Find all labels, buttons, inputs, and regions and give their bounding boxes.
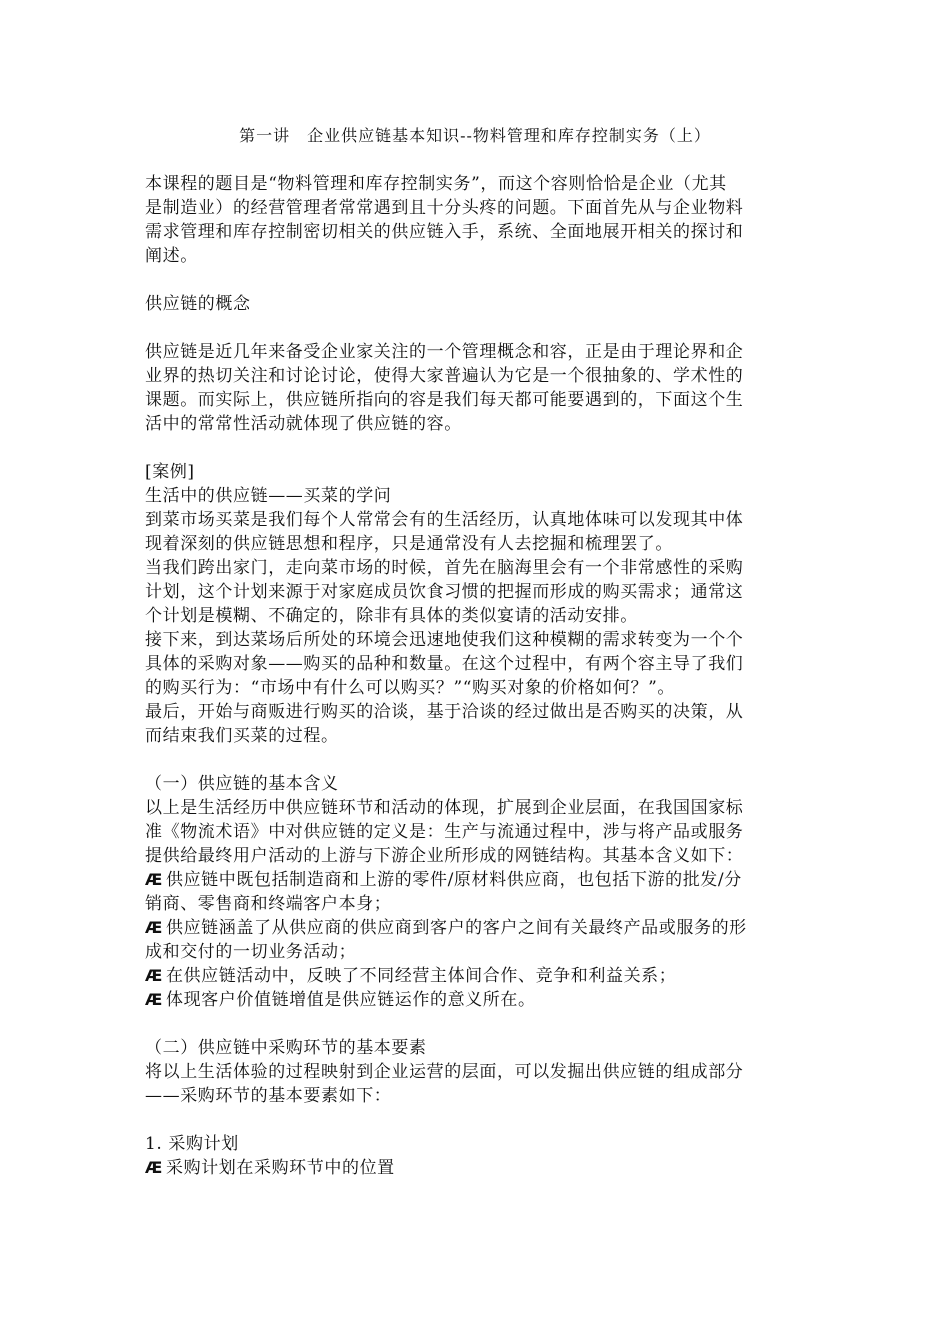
bullet-text: 供应链涵盖了从供应商的供应商到客户的客户之间有关最终产品或服务的形	[165, 918, 747, 938]
bullet-text: 供应链中既包括制造商和上游的零件/原材料供应商，也包括下游的批发/分	[165, 870, 742, 890]
paragraph-gap	[145, 1012, 807, 1036]
case-title: 生活中的供应链——买菜的学问	[145, 486, 392, 506]
text-line: 现着深刻的供应链思想和程序，只是通常没有人去挖掘和梳理罢了。	[145, 534, 673, 554]
text-line: 是制造业）的经营管理者常常遇到且十分头疼的问题。下面首先从与企业物料	[145, 198, 744, 218]
text-line: 到菜市场买菜是我们每个人常常会有的生活经历，认真地体味可以发现其中体	[145, 510, 744, 530]
bullet-line	[145, 964, 807, 988]
bullet-line	[145, 868, 807, 892]
text-line: 业界的热切关注和讨论讨论，使得大家普遍认为它是一个很抽象的、学术性的	[145, 366, 744, 386]
text-line: 接下来，到达菜场后所处的环境会迅速地使我们这种模糊的需求转变为一个个	[145, 630, 744, 650]
paragraph-gap	[145, 1108, 807, 1132]
text-line: 准《物流术语》中对供应链的定义是：生产与流通过程中，涉与将产品或服务	[145, 822, 744, 842]
paragraph-gap	[145, 436, 807, 460]
text-line: 本课程的题目是“物料管理和库存控制实务”，而这个容则恰恰是企业（尤其	[145, 174, 727, 194]
case-paragraph	[145, 508, 807, 748]
bullet-line	[145, 916, 807, 940]
document-body	[145, 172, 807, 1180]
text-line: 供应链是近几年来备受企业家关注的一个管理概念和容，正是由于理论界和企	[145, 342, 744, 362]
text-line: 需求管理和库存控制密切相关的供应链入手，系统、全面地展开相关的探讨和	[145, 222, 744, 242]
text-line: 当我们跨出家门，走向菜市场的时候，首先在脑海里会有一个非常感性的采购	[145, 558, 744, 578]
bullet-text: 体现客户价值链增值是供应链运作的意义所在。	[165, 990, 536, 1010]
text-line: 个计划是模糊、不确定的，除非有具体的类似宴请的活动安排。	[145, 606, 638, 626]
bullet-line	[145, 988, 807, 1012]
text-line: 阐述。	[145, 246, 198, 266]
text-line: 以上是生活经历中供应链环节和活动的体现，扩展到企业层面，在我国国家标	[145, 798, 744, 818]
bullet-glyph: Æ	[145, 918, 163, 937]
document-title: 第一讲 企业供应链基本知识--物料管理和库存控制实务（上）	[239, 126, 711, 145]
section-1-bullet-list	[145, 868, 807, 1012]
bullet-text: 采购计划在采购环节中的位置	[165, 1158, 395, 1178]
concept-paragraph	[145, 340, 807, 436]
section-2-paragraph	[145, 1060, 807, 1108]
heading-section-1: （一）供应链的基本含义	[145, 774, 339, 794]
heading-section-2: （二）供应链中采购环节的基本要素	[145, 1038, 427, 1058]
text-line: 课题。而实际上，供应链所指向的容是我们每天都可能要遇到的，下面这个生	[145, 390, 744, 410]
case-label: [案例]	[145, 462, 195, 482]
text-line: 将以上生活体验的过程映射到企业运营的层面，可以发掘出供应链的组成部分	[145, 1062, 744, 1082]
heading-item-1: 1. 采购计划	[145, 1134, 239, 1154]
paragraph-gap	[145, 268, 807, 292]
heading-concept: 供应链的概念	[145, 294, 251, 314]
text-line: 最后，开始与商贩进行购买的洽谈，基于洽谈的经过做出是否购买的决策，从	[145, 702, 744, 722]
text-line: 计划，这个计划来源于对家庭成员饮食习惯的把握而形成的购买需求；通常这	[145, 582, 744, 602]
paragraph-gap	[145, 748, 807, 772]
bullet-glyph: Æ	[145, 990, 163, 1009]
bullet-line	[145, 1156, 807, 1180]
bullet-continuation: 成和交付的一切业务活动；	[145, 942, 357, 962]
bullet-glyph: Æ	[145, 870, 163, 889]
text-line: ——采购环节的基本要素如下：	[145, 1086, 392, 1106]
text-line: 提供给最终用户活动的上游与下游企业所形成的网链结构。其基本含义如下：	[145, 846, 744, 866]
bullet-continuation: 销商、零售商和终端客户本身；	[145, 894, 392, 914]
text-line: 而结束我们买菜的过程。	[145, 726, 339, 746]
section-1-paragraph	[145, 796, 807, 868]
text-line: 活中的常常性活动就体现了供应链的容。	[145, 414, 462, 434]
intro-paragraph	[145, 172, 807, 268]
text-line: 的购买行为：“市场中有什么可以购买？”“购买对象的价格如何？”。	[145, 678, 675, 698]
paragraph-gap	[145, 316, 807, 340]
bullet-text: 在供应链活动中，反映了不同经营主体间合作、竞争和利益关系；	[165, 966, 677, 986]
text-line: 具体的采购对象——购买的品种和数量。在这个过程中，有两个容主导了我们	[145, 654, 744, 674]
bullet-glyph: Æ	[145, 966, 163, 985]
bullet-glyph: Æ	[145, 1158, 163, 1177]
